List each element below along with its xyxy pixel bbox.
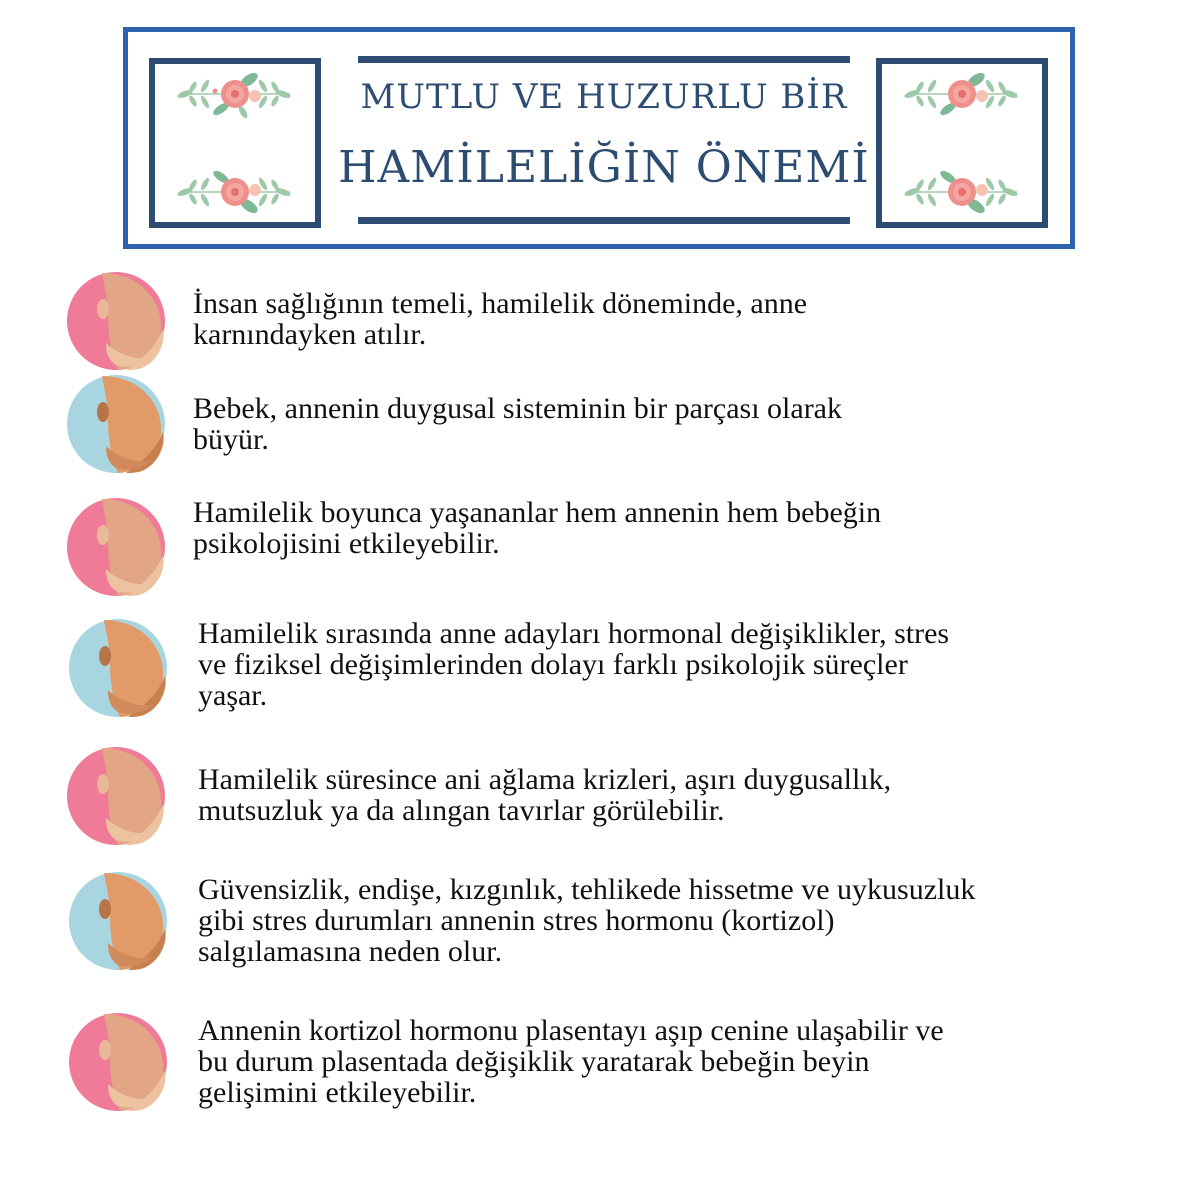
floral-box-left xyxy=(149,58,321,228)
header-frame xyxy=(123,27,1075,249)
title-line-1: MUTLU VE HUZURLU BİR xyxy=(360,77,848,117)
floral-box-right xyxy=(876,58,1048,228)
pregnant-belly-icon xyxy=(68,871,168,971)
item-text: Bebek, annenin duygusal sisteminin bir parçası olarak büyür. xyxy=(193,392,842,456)
item-text: Hamilelik boyunca yaşananlar hem annenin hem bebeğin psikolojisini etkileyebilir. xyxy=(193,496,882,560)
title-rule-bottom xyxy=(358,217,850,224)
pregnant-belly-icon xyxy=(66,746,166,846)
floral-decoration-icon xyxy=(882,64,1042,222)
item-text: Hamilelik süresince ani ağlama krizleri, aşırı duygusallık, mutsuzluk ya da alıngan tavırlar görülebilir. xyxy=(198,763,892,827)
item-text: İnsan sağlığının temeli, hamilelik döneminde, anne karnındayken atılır. xyxy=(193,287,808,351)
item-text: Hamilelik sırasında anne adayları hormonal değişiklikler, stres ve fiziksel değişimlerinden dolayı farklı psikolojik süreçler yaşar. xyxy=(198,617,950,712)
floral-decoration-icon xyxy=(155,64,315,222)
title-rule-top xyxy=(358,56,850,63)
item-text: Güvensizlik, endişe, kızgınlık, tehlikede hissetme ve uykusuzluk gibi stres durumları annenin stres hormonu (kortizol) salgılamasına neden olur. xyxy=(198,873,976,968)
pregnant-belly-icon xyxy=(66,374,166,474)
pregnant-belly-icon xyxy=(68,618,168,718)
pregnant-belly-icon xyxy=(68,1012,168,1112)
item-text: Annenin kortizol hormonu plasentayı aşıp cenine ulaşabilir ve bu durum plasentada değişiklik yaratarak bebeğin beyin gelişimini etkileyebilir. xyxy=(198,1014,944,1109)
page-title: HAMİLELİĞİN ÖNEMİ xyxy=(338,142,870,193)
pregnant-belly-icon xyxy=(66,271,166,371)
pregnant-belly-icon xyxy=(66,497,166,597)
